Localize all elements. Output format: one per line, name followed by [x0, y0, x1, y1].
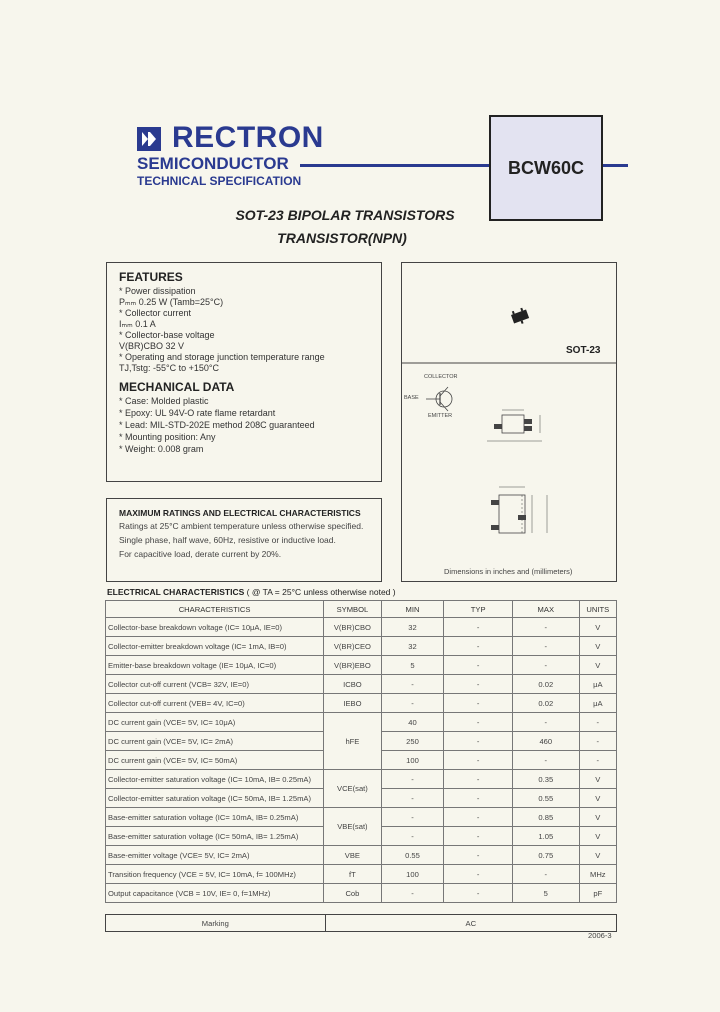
package-drawing-box — [401, 262, 617, 582]
unit-cell: V — [579, 808, 616, 827]
max-cell: - — [512, 637, 579, 656]
features-heading: FEATURES — [119, 270, 183, 284]
max-cell: 0.02 — [512, 675, 579, 694]
table-row — [106, 694, 617, 713]
max-cell: - — [512, 751, 579, 770]
characteristic-cell: DC current gain (VCE= 5V, IC= 10μA) — [106, 713, 324, 732]
typ-cell: - — [444, 713, 513, 732]
typ-cell: - — [444, 865, 513, 884]
min-cell: 5 — [381, 656, 444, 675]
unit-cell: pF — [579, 884, 616, 903]
unit-cell: - — [579, 732, 616, 751]
max-ratings-line: For capacitive load, derate current by 20%. — [119, 549, 282, 559]
title-line-1: SOT-23 BIPOLAR TRANSISTORS — [235, 207, 455, 223]
max-ratings-box — [106, 498, 382, 582]
unit-cell: V — [579, 789, 616, 808]
package-diagram — [402, 263, 616, 581]
symbol-cell: hFE — [324, 713, 382, 770]
characteristic-cell: Output capacitance (VCB = 10V, IE= 0, f=1MHz) — [106, 884, 324, 903]
min-cell: - — [381, 808, 444, 827]
feature-line: Pₘₘ 0.25 W (Tamb=25°C) — [119, 297, 224, 307]
symbol-cell: VCE(sat) — [324, 770, 382, 808]
mechanical-line: * Case: Molded plastic — [119, 396, 209, 406]
typ-cell: - — [444, 618, 513, 637]
max-cell: 0.55 — [512, 789, 579, 808]
characteristic-cell: Collector cut-off current (VEB= 4V, IC=0) — [106, 694, 324, 713]
typ-cell: - — [444, 751, 513, 770]
electrical-heading-note: ( @ TA = 25°C unless otherwise noted ) — [246, 587, 396, 597]
min-cell: - — [381, 694, 444, 713]
unit-cell: V — [579, 656, 616, 675]
column-header: TYP — [444, 601, 513, 618]
part-number-box — [489, 115, 603, 221]
marking-label: Marking — [106, 915, 326, 932]
brand-subtitle: SEMICONDUCTOR — [137, 154, 289, 173]
title-line-2: TRANSISTOR(NPN) — [277, 230, 407, 246]
feature-line: * Power dissipation — [119, 286, 196, 296]
max-cell: 5 — [512, 884, 579, 903]
table-row — [106, 637, 617, 656]
min-cell: 100 — [381, 865, 444, 884]
characteristic-cell: Transition frequency (VCE = 5V, IC= 10mA, f= 100MHz) — [106, 865, 324, 884]
symbol-cell: Cob — [324, 884, 382, 903]
mechanical-line: * Mounting position: Any — [119, 432, 216, 442]
min-cell: - — [381, 789, 444, 808]
table-row — [106, 656, 617, 675]
typ-cell: - — [444, 808, 513, 827]
electrical-heading-title: ELECTRICAL CHARACTERISTICS — [107, 587, 245, 597]
unit-cell: V — [579, 846, 616, 865]
feature-line: Iₘₘ 0.1 A — [119, 319, 156, 329]
max-cell: - — [512, 618, 579, 637]
characteristic-cell: Collector-base breakdown voltage (IC= 10μA, IE=0) — [106, 618, 324, 637]
base-label: BASE — [404, 395, 419, 401]
mechanical-line: * Weight: 0.008 gram — [119, 444, 204, 454]
max-ratings-line: Ratings at 25°C ambient temperature unless otherwise specified. — [119, 521, 364, 531]
mechanical-line: * Epoxy: UL 94V-O rate flame retardant — [119, 408, 276, 418]
feature-line: * Collector-base voltage — [119, 330, 215, 340]
min-cell: - — [381, 884, 444, 903]
collector-label: COLLECTOR — [424, 374, 458, 380]
symbol-cell: ICBO — [324, 675, 382, 694]
unit-cell: V — [579, 827, 616, 846]
min-cell: 32 — [381, 637, 444, 656]
max-ratings-heading: MAXIMUM RATINGS AND ELECTRICAL CHARACTERISTICS — [119, 508, 361, 518]
rectron-logo-icon — [137, 127, 161, 151]
max-cell: - — [512, 865, 579, 884]
column-header: UNITS — [579, 601, 616, 618]
typ-cell: - — [444, 846, 513, 865]
min-cell: 250 — [381, 732, 444, 751]
part-number: BCW60C — [507, 157, 584, 178]
column-header: CHARACTERISTICS — [106, 601, 324, 618]
table-row — [106, 884, 617, 903]
typ-cell: - — [444, 694, 513, 713]
column-header: MIN — [381, 601, 444, 618]
characteristic-cell: Collector cut-off current (VCB= 32V, IE=0) — [106, 675, 324, 694]
symbol-cell: VBE(sat) — [324, 808, 382, 846]
features-box — [106, 262, 382, 482]
min-cell: 40 — [381, 713, 444, 732]
table-row — [106, 713, 617, 732]
feature-line: V(BR)CBO 32 V — [119, 341, 185, 351]
unit-cell: V — [579, 618, 616, 637]
typ-cell: - — [444, 656, 513, 675]
typ-cell: - — [444, 789, 513, 808]
symbol-cell: fT — [324, 865, 382, 884]
table-row — [106, 770, 617, 789]
mechanical-line: * Lead: MIL-STD-202E method 208C guaranteed — [119, 420, 315, 430]
characteristic-cell: Base-emitter saturation voltage (IC= 50mA, IB= 1.25mA) — [106, 827, 324, 846]
electrical-characteristics-table — [105, 600, 617, 903]
max-cell: 0.02 — [512, 694, 579, 713]
symbol-cell: V(BR)EBO — [324, 656, 382, 675]
symbol-cell: V(BR)CEO — [324, 637, 382, 656]
feature-line: * Operating and storage junction temperature range — [119, 352, 325, 362]
max-ratings-line: Single phase, half wave, 60Hz, resistive or inductive load. — [119, 535, 336, 545]
unit-cell: - — [579, 751, 616, 770]
document-code: 2006-3 — [588, 931, 612, 940]
min-cell: - — [381, 675, 444, 694]
max-cell: 0.75 — [512, 846, 579, 865]
header-divider-right — [600, 164, 628, 167]
feature-line: * Collector current — [119, 308, 192, 318]
max-cell: - — [512, 656, 579, 675]
dimension-note: Dimensions in inches and (millimeters) — [444, 567, 573, 576]
package-name: SOT-23 — [566, 345, 601, 356]
table-row — [106, 675, 617, 694]
min-cell: 32 — [381, 618, 444, 637]
unit-cell: - — [579, 713, 616, 732]
unit-cell: MHz — [579, 865, 616, 884]
characteristic-cell: Collector-emitter saturation voltage (IC= 50mA, IB= 1.25mA) — [106, 789, 324, 808]
table-header-row — [106, 601, 617, 618]
max-cell: 1.05 — [512, 827, 579, 846]
symbol-cell: IEBO — [324, 694, 382, 713]
typ-cell: - — [444, 675, 513, 694]
header-divider — [300, 164, 490, 167]
table-row — [106, 865, 617, 884]
unit-cell: μA — [579, 694, 616, 713]
emitter-label: EMITTER — [428, 413, 453, 419]
feature-line: TJ,Tstg: -55°C to +150°C — [119, 363, 219, 373]
characteristic-cell: Emitter-base breakdown voltage (IE= 10μA, IC=0) — [106, 656, 324, 675]
marking-table — [105, 914, 617, 932]
max-cell: 460 — [512, 732, 579, 751]
min-cell: - — [381, 770, 444, 789]
max-cell: - — [512, 713, 579, 732]
characteristic-cell: Collector-emitter breakdown voltage (IC= 1mA, IB=0) — [106, 637, 324, 656]
table-row — [106, 618, 617, 637]
tech-spec-label: TECHNICAL SPECIFICATION — [137, 174, 302, 188]
max-cell: 0.35 — [512, 770, 579, 789]
characteristic-cell: DC current gain (VCE= 5V, IC= 2mA) — [106, 732, 324, 751]
characteristic-cell: Base-emitter voltage (VCE= 5V, IC= 2mA) — [106, 846, 324, 865]
characteristic-cell: DC current gain (VCE= 5V, IC= 50mA) — [106, 751, 324, 770]
typ-cell: - — [444, 884, 513, 903]
marking-row — [106, 915, 617, 932]
min-cell: 0.55 — [381, 846, 444, 865]
column-header: MAX — [512, 601, 579, 618]
marking-value: AC — [325, 915, 616, 932]
characteristic-cell: Collector-emitter saturation voltage (IC= 10mA, IB= 0.25mA) — [106, 770, 324, 789]
unit-cell: μA — [579, 675, 616, 694]
typ-cell: - — [444, 770, 513, 789]
min-cell: - — [381, 827, 444, 846]
characteristic-cell: Base-emitter saturation voltage (IC= 10mA, IB= 0.25mA) — [106, 808, 324, 827]
column-header: SYMBOL — [324, 601, 382, 618]
min-cell: 100 — [381, 751, 444, 770]
unit-cell: V — [579, 637, 616, 656]
max-cell: 0.85 — [512, 808, 579, 827]
table-row — [106, 808, 617, 827]
brand-name: RECTRON — [172, 121, 324, 154]
table-row — [106, 846, 617, 865]
mechanical-heading: MECHANICAL DATA — [119, 380, 235, 394]
unit-cell: V — [579, 770, 616, 789]
typ-cell: - — [444, 637, 513, 656]
symbol-cell: VBE — [324, 846, 382, 865]
typ-cell: - — [444, 732, 513, 751]
typ-cell: - — [444, 827, 513, 846]
electrical-heading — [107, 587, 396, 597]
symbol-cell: V(BR)CBO — [324, 618, 382, 637]
